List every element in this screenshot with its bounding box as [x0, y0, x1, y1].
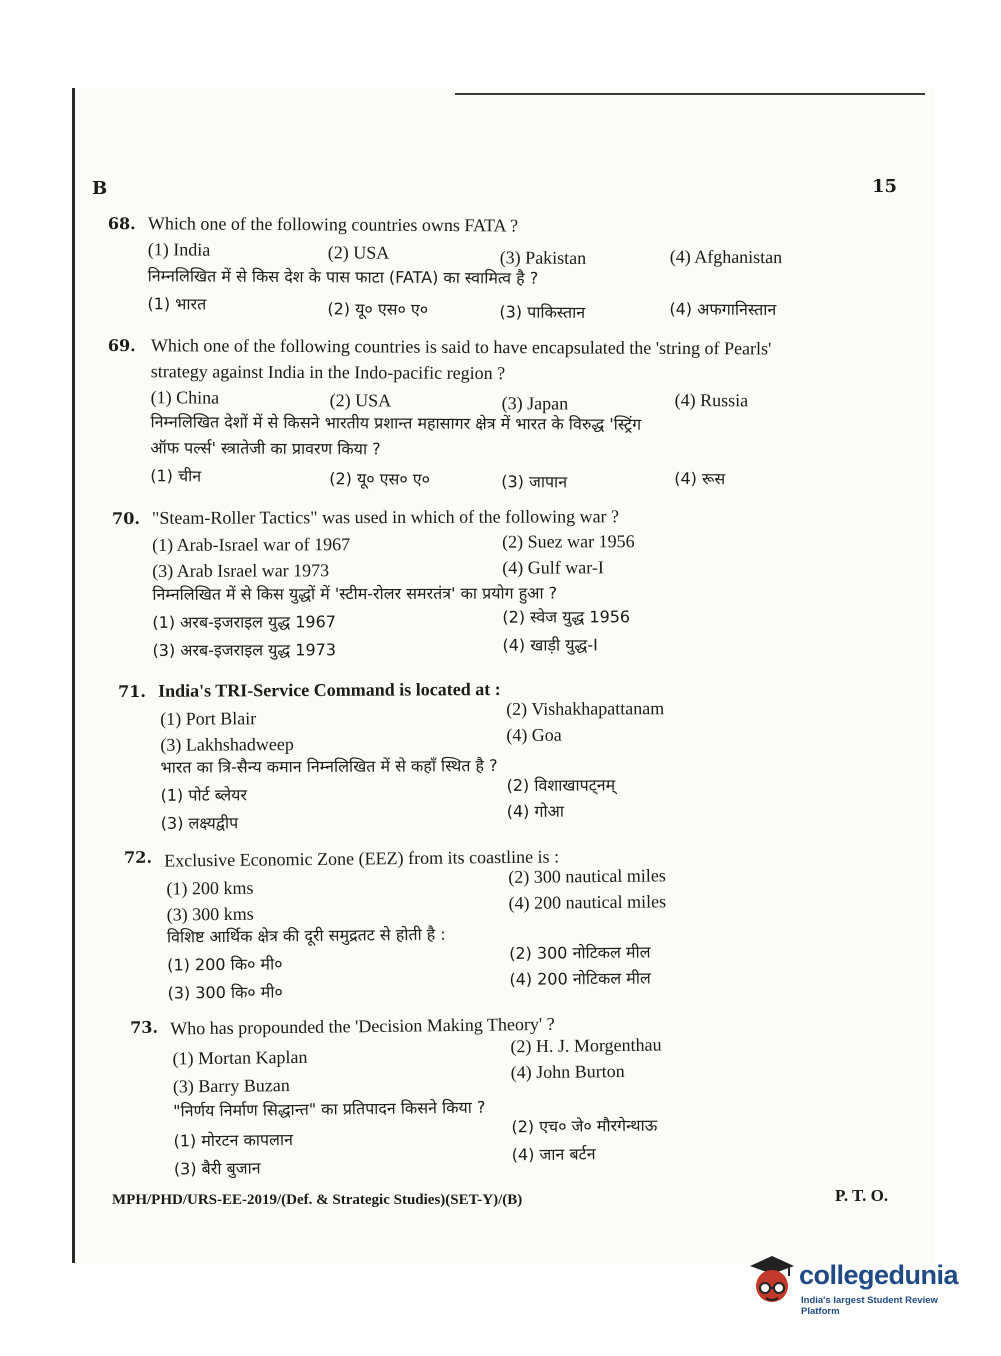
option-en-2: (2) Vishakhapattanam	[506, 698, 665, 719]
question-text-en: India's TRI-Service Command is located at :	[158, 678, 501, 701]
graduate-mascot-icon	[742, 1252, 798, 1308]
option-en-3: (3) Barry Buzan	[172, 1075, 290, 1097]
option-en-4: (4) John Burton	[510, 1060, 625, 1083]
question-text-en: Exclusive Economic Zone (EEZ) from its coastline is :	[164, 846, 560, 871]
option-hi-4: (4) खाड़ी युद्ध-I	[502, 635, 598, 655]
option-en-4: (4) Russia	[674, 389, 749, 411]
option-en-3: (3) Japan	[501, 393, 569, 414]
question-text-hi: भारत का त्रि-सैन्य कमान निम्नलिखित में से कहाँ स्थित है ?	[160, 756, 498, 777]
option-en-4: (4) 200 nautical miles	[508, 891, 667, 913]
question-number: 71.	[118, 681, 146, 701]
option-en-2: (2) Suez war 1956	[502, 531, 635, 552]
option-en-3: (3) Arab Israel war 1973	[152, 560, 330, 581]
question-number: 72.	[124, 847, 153, 867]
option-hi-3: (3) 300 कि० मी०	[167, 982, 283, 1003]
question-text-hi: विशिष्ट आर्थिक क्षेत्र की दूरी समुद्रतट से होती है :	[166, 924, 446, 947]
option-hi-4: (4) अफगानिस्तान	[669, 299, 777, 320]
option-en-2: (2) USA	[329, 390, 392, 411]
option-en-1: (1) 200 kms	[166, 877, 254, 899]
question-number: 69.	[107, 335, 136, 356]
brand-tagline: India's largest Student Review Platform	[801, 1295, 938, 1317]
question-text-en-line2: strategy against India in the Indo-pacific region ?	[150, 361, 506, 384]
top-rule	[455, 93, 925, 95]
option-en-1: (1) Port Blair	[160, 708, 257, 729]
option-en-2: (2) 300 nautical miles	[508, 865, 666, 887]
question-text-hi-line1: निम्नलिखित देशों में से किसने भारतीय प्रशान्त महासागर क्षेत्र में भारत के विरुद्ध 'स्ट्रिंग	[150, 412, 642, 434]
option-hi-3: (3) जापान	[501, 472, 568, 492]
option-hi-1: (1) 200 कि० मी०	[167, 954, 283, 975]
option-hi-4: (4) 200 नोटिकल मील	[509, 968, 651, 989]
option-en-4: (4) Goa	[506, 724, 562, 745]
question-number: 70.	[112, 508, 140, 528]
option-en-3: (3) 300 kms	[166, 903, 254, 925]
option-hi-2: (2) 300 नोटिकल मील	[509, 942, 651, 963]
brand-name: collegedunia	[799, 1260, 959, 1290]
option-en-1: (1) China	[150, 387, 220, 408]
question-number: 73.	[130, 1017, 159, 1037]
option-en-1: (1) Arab-Israel war of 1967	[152, 534, 351, 555]
question-text-hi: "निर्णय निर्माण सिद्धान्त" का प्रतिपादन किसने किया ?	[173, 1097, 486, 1121]
paper-code: MPH/PHD/URS-EE-2019/(Def. & Strategic Studies)(SET-Y)/(B)	[112, 1192, 523, 1208]
option-hi-1: (1) अरब-इजराइल युद्ध 1967	[152, 612, 336, 632]
option-en-1: (1) Mortan Kaplan	[172, 1046, 308, 1069]
page-number: 15	[872, 176, 898, 197]
question-text-en: Which one of the following countries owns FATA ?	[147, 213, 519, 236]
question-text-hi-line2: ऑफ पर्ल्स' स्त्रातेजी का प्रावरण किया ?	[150, 438, 381, 459]
option-en-3: (3) Lakhshadweep	[160, 734, 294, 755]
option-hi-2: (2) यू० एस० ए०	[327, 299, 429, 319]
option-hi-2: (2) यू० एस० ए०	[329, 469, 430, 489]
option-hi-3: (3) पाकिस्तान	[499, 302, 586, 322]
option-hi-1: (1) मोरटन कापलान	[173, 1130, 294, 1151]
option-hi-4: (4) जान बर्टन	[511, 1144, 596, 1165]
question-text-en: "Steam-Roller Tactics" was used in which of the following war ?	[152, 506, 620, 528]
option-hi-1: (1) भारत	[147, 294, 207, 314]
question-text-hi: निम्नलिखित में से किस युद्धों में 'स्टीम-रोलर समरतंत्र' का प्रयोग हुआ ?	[152, 583, 558, 604]
option-en-2: (2) USA	[327, 242, 390, 263]
option-en-4: (4) Afghanistan	[669, 246, 783, 268]
option-hi-2: (2) स्वेज युद्ध 1956	[502, 607, 631, 627]
question-text-en-line1: Which one of the following countries is said to have encapsulated the 'string of Pearls'	[150, 335, 772, 359]
option-hi-3: (3) बैरी बुजान	[173, 1158, 261, 1179]
option-en-2: (2) H. J. Morgenthau	[510, 1034, 662, 1057]
option-hi-3: (3) अरब-इजराइल युद्ध 1973	[152, 640, 337, 660]
option-en-3: (3) Pakistan	[499, 247, 587, 268]
option-hi-4: (4) रूस	[674, 468, 726, 489]
option-hi-2: (2) विशाखापट्नम्	[506, 775, 616, 795]
collegedunia-logo	[742, 1248, 972, 1317]
pto-label: P. T. O.	[835, 1186, 889, 1205]
question-text-en: Who has propounded the 'Decision Making Theory' ?	[170, 1013, 555, 1039]
option-en-4: (4) Gulf war-I	[502, 557, 604, 578]
option-hi-2: (2) एच० जे० मौरगेन्थाऊ	[511, 1115, 658, 1137]
option-hi-3: (3) लक्ष्यद्वीप	[160, 813, 239, 833]
question-text-hi: निम्नलिखित में से किस देश के पास फाटा (FATA) का स्वामित्व है ?	[147, 266, 539, 288]
option-hi-1: (1) पोर्ट ब्लेयर	[160, 785, 248, 805]
option-hi-4: (4) गोआ	[506, 801, 565, 821]
option-en-1: (1) India	[147, 239, 211, 260]
set-code: B	[92, 178, 108, 199]
question-number: 68.	[107, 213, 136, 234]
option-hi-1: (1) चीन	[150, 466, 202, 486]
